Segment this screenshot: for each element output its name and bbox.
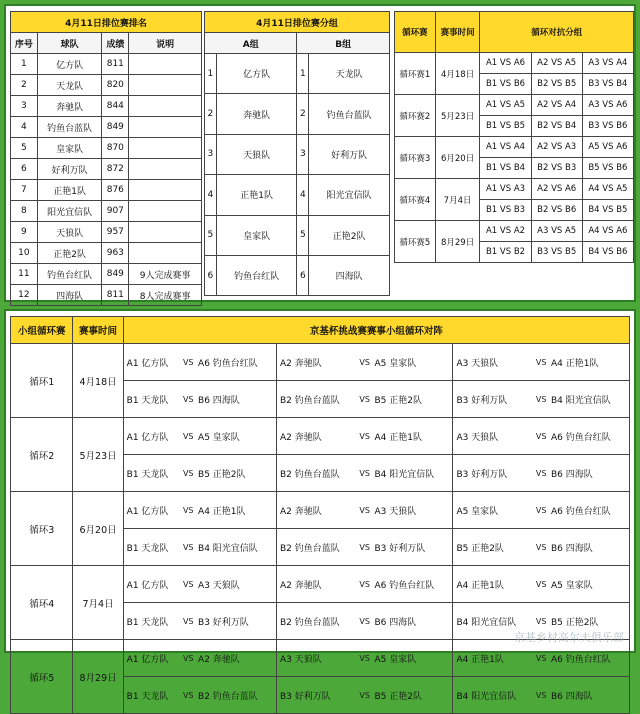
pairing: A2 VS A5 <box>531 53 582 74</box>
pairing: A1 VS A3 <box>480 179 531 200</box>
group-a-seed: 3 <box>205 134 217 174</box>
schedule-row <box>395 221 634 242</box>
rank-number: 1 <box>11 54 38 75</box>
vs-label: VS <box>358 640 372 677</box>
team-name: 天龙队 <box>37 75 102 96</box>
pairing: A2 VS A6 <box>531 179 582 200</box>
score: 907 <box>102 201 129 222</box>
round-name: 循环3 <box>11 492 73 566</box>
group-b-team: 天龙队 <box>309 54 390 94</box>
ranking-row <box>11 243 202 264</box>
ranking-title-row <box>11 12 202 33</box>
vs-label: VS <box>358 418 372 455</box>
home-team: B1 天龙队 <box>123 677 181 714</box>
group-b-team: 正艳2队 <box>309 215 390 255</box>
schedule-row <box>395 53 634 74</box>
vs-label: VS <box>181 418 195 455</box>
pairing: B1 VS B6 <box>480 74 531 95</box>
pairing: A3 VS A5 <box>531 221 582 242</box>
away-team: B3 好利万队 <box>195 603 276 640</box>
away-team: A3 天狼队 <box>372 492 453 529</box>
round-name: 循环1 <box>11 344 73 418</box>
home-team: A5 皇家队 <box>453 492 534 529</box>
vs-label: VS <box>534 603 548 640</box>
home-team: B2 钓鱼台蓝队 <box>276 603 357 640</box>
round-date: 6月20日 <box>73 492 123 566</box>
home-team: A4 正艳1队 <box>453 566 534 603</box>
team-name: 四海队 <box>37 285 102 306</box>
away-team: A6 钓鱼台红队 <box>195 344 276 381</box>
matchup-header: 京基杯挑战赛赛事小组循环对阵 <box>123 317 629 344</box>
rank-number: 5 <box>11 138 38 159</box>
home-team: A1 亿方队 <box>123 640 181 677</box>
round-date: 7月4日 <box>435 179 480 221</box>
group-b-team: 钓鱼台蓝队 <box>309 94 390 134</box>
grouping-title: 4月11日排位赛分组 <box>205 12 390 33</box>
away-team: A4 正艳1队 <box>548 344 630 381</box>
vs-label: VS <box>181 529 195 566</box>
schedule-row <box>395 179 634 200</box>
pairing: B1 VS B4 <box>480 158 531 179</box>
grouping-row <box>205 134 390 174</box>
schedule-row <box>395 95 634 116</box>
home-team: A1 亿方队 <box>123 566 181 603</box>
round-name: 循环赛3 <box>395 137 436 179</box>
vs-label: VS <box>181 344 195 381</box>
group-b-seed: 1 <box>297 54 309 94</box>
group-a-team: 奔驰队 <box>216 94 297 134</box>
pairing: A5 VS A6 <box>582 137 633 158</box>
note <box>129 243 202 264</box>
group-b-seed: 3 <box>297 134 309 174</box>
pairing: A3 VS A6 <box>582 95 633 116</box>
away-team: A5 皇家队 <box>548 566 630 603</box>
ranking-row <box>11 180 202 201</box>
team-name: 好利万队 <box>37 159 102 180</box>
team-name: 正艳1队 <box>37 180 102 201</box>
grouping-row <box>205 255 390 295</box>
home-team: A4 正艳1队 <box>453 640 534 677</box>
note: 9人完成赛事 <box>129 264 202 285</box>
score: 811 <box>102 54 129 75</box>
home-team: B5 正艳2队 <box>453 529 534 566</box>
group-a-team: 正艳1队 <box>216 175 297 215</box>
home-team: B2 钓鱼台蓝队 <box>276 455 357 492</box>
bottom-panel <box>4 309 636 702</box>
pairing: A1 VS A5 <box>480 95 531 116</box>
home-team: A2 奔驰队 <box>276 492 357 529</box>
away-team: A5 皇家队 <box>195 418 276 455</box>
vs-label: VS <box>358 566 372 603</box>
home-team: B3 好利万队 <box>276 677 357 714</box>
matchup-row <box>11 640 630 677</box>
away-team: B6 四海队 <box>195 381 276 418</box>
round-name: 循环4 <box>11 566 73 640</box>
group-a-seed: 4 <box>205 175 217 215</box>
schedule-header: 循环对抗分组 <box>480 12 634 53</box>
pairing: B4 VS B5 <box>582 200 633 221</box>
away-team: B5 正艳2队 <box>372 677 453 714</box>
ranking-row <box>11 75 202 96</box>
grouping-row <box>205 54 390 94</box>
score: 820 <box>102 75 129 96</box>
pairing: B1 VS B3 <box>480 200 531 221</box>
note <box>129 159 202 180</box>
score: 849 <box>102 117 129 138</box>
matchup-header: 小组循环赛 <box>11 317 73 344</box>
note <box>129 75 202 96</box>
matchup-header: 赛事时间 <box>73 317 123 344</box>
vs-label: VS <box>358 677 372 714</box>
ranking-row <box>11 117 202 138</box>
home-team: B1 天龙队 <box>123 455 181 492</box>
group-b-seed: 4 <box>297 175 309 215</box>
home-team: B1 天龙队 <box>123 529 181 566</box>
home-team: A3 天狼队 <box>276 640 357 677</box>
note <box>129 201 202 222</box>
pairing: B1 VS B2 <box>480 242 531 263</box>
round-name: 循环2 <box>11 418 73 492</box>
home-team: B2 钓鱼台蓝队 <box>276 381 357 418</box>
rank-number: 2 <box>11 75 38 96</box>
grouping-title-row <box>205 12 390 33</box>
ranking-header-row <box>11 33 202 54</box>
vs-label: VS <box>534 529 548 566</box>
matchup-header-row <box>11 317 630 344</box>
group-b-header: B组 <box>297 33 390 54</box>
rank-number: 7 <box>11 180 38 201</box>
ranking-header: 球队 <box>37 33 102 54</box>
matchup-row <box>11 492 630 529</box>
matchup-row <box>11 566 630 603</box>
ranking-header: 成绩 <box>102 33 129 54</box>
note <box>129 180 202 201</box>
grouping-row <box>205 175 390 215</box>
vs-label: VS <box>534 677 548 714</box>
away-team: A5 皇家队 <box>372 640 453 677</box>
pairing: A2 VS A4 <box>531 95 582 116</box>
vs-label: VS <box>358 381 372 418</box>
score: 844 <box>102 96 129 117</box>
away-team: A4 正艳1队 <box>195 492 276 529</box>
round-name: 循环5 <box>11 640 73 714</box>
round-name: 循环赛5 <box>395 221 436 263</box>
group-b-team: 好利万队 <box>309 134 390 174</box>
away-team: A5 皇家队 <box>372 344 453 381</box>
vs-label: VS <box>181 640 195 677</box>
vs-label: VS <box>534 418 548 455</box>
away-team: B5 正艳2队 <box>195 455 276 492</box>
round-date: 8月29日 <box>435 221 480 263</box>
rank-number: 11 <box>11 264 38 285</box>
matchup-table <box>10 316 630 714</box>
pairing: A1 VS A6 <box>480 53 531 74</box>
top-panel <box>4 4 636 302</box>
score: 811 <box>102 285 129 306</box>
vs-label: VS <box>534 344 548 381</box>
home-team: B1 天龙队 <box>123 603 181 640</box>
pairing: B3 VS B6 <box>582 116 633 137</box>
group-b-seed: 6 <box>297 255 309 295</box>
group-a-header: A组 <box>205 33 297 54</box>
grouping-row <box>205 94 390 134</box>
away-team: B2 钓鱼台蓝队 <box>195 677 276 714</box>
vs-label: VS <box>534 381 548 418</box>
ranking-table <box>10 11 202 306</box>
group-a-seed: 1 <box>205 54 217 94</box>
vs-label: VS <box>534 455 548 492</box>
vs-label: VS <box>358 344 372 381</box>
pairing: B5 VS B6 <box>582 158 633 179</box>
group-a-team: 天狼队 <box>216 134 297 174</box>
away-team: A2 奔驰队 <box>195 640 276 677</box>
pairing: B1 VS B5 <box>480 116 531 137</box>
ranking-row <box>11 54 202 75</box>
ranking-row <box>11 201 202 222</box>
away-team: A6 钓鱼台红队 <box>548 492 630 529</box>
score: 963 <box>102 243 129 264</box>
grouping-row <box>205 215 390 255</box>
note <box>129 96 202 117</box>
round-date: 5月23日 <box>73 418 123 492</box>
ranking-row <box>11 264 202 285</box>
pairing: A3 VS A4 <box>582 53 633 74</box>
vs-label: VS <box>181 381 195 418</box>
group-a-team: 皇家队 <box>216 215 297 255</box>
away-team: B6 四海队 <box>372 603 453 640</box>
vs-label: VS <box>358 529 372 566</box>
away-team: B6 四海队 <box>548 677 630 714</box>
pairing: A2 VS A3 <box>531 137 582 158</box>
round-date: 7月4日 <box>73 566 123 640</box>
pairing: A1 VS A2 <box>480 221 531 242</box>
rank-number: 4 <box>11 117 38 138</box>
away-team: A6 钓鱼台红队 <box>548 418 630 455</box>
round-name: 循环赛1 <box>395 53 436 95</box>
pairing: B2 VS B6 <box>531 200 582 221</box>
away-team: B5 正艳2队 <box>372 381 453 418</box>
vs-label: VS <box>358 492 372 529</box>
schedule-header-row <box>395 12 634 53</box>
round-date: 8月29日 <box>73 640 123 714</box>
round-name: 循环赛2 <box>395 95 436 137</box>
vs-label: VS <box>181 492 195 529</box>
team-name: 阳光宜信队 <box>37 201 102 222</box>
group-a-seed: 5 <box>205 215 217 255</box>
schedule-header: 赛事时间 <box>435 12 480 53</box>
schedule-table <box>394 11 634 263</box>
grouping-header-row <box>205 33 390 54</box>
pairing: B3 VS B5 <box>531 242 582 263</box>
score: 872 <box>102 159 129 180</box>
matchup-row <box>11 344 630 381</box>
rank-number: 9 <box>11 222 38 243</box>
team-name: 皇家队 <box>37 138 102 159</box>
home-team: B4 阳光宜信队 <box>453 603 534 640</box>
vs-label: VS <box>534 492 548 529</box>
vs-label: VS <box>358 603 372 640</box>
home-team: B3 好利万队 <box>453 381 534 418</box>
home-team: A1 亿方队 <box>123 418 181 455</box>
team-name: 钓鱼台红队 <box>37 264 102 285</box>
away-team: B6 四海队 <box>548 529 630 566</box>
note: 8人完成赛事 <box>129 285 202 306</box>
team-name: 钓鱼台蓝队 <box>37 117 102 138</box>
vs-label: VS <box>181 677 195 714</box>
pairing: A4 VS A6 <box>582 221 633 242</box>
ranking-row <box>11 159 202 180</box>
away-team: B4 阳光宜信队 <box>195 529 276 566</box>
away-team: A3 天狼队 <box>195 566 276 603</box>
vs-label: VS <box>181 566 195 603</box>
vs-label: VS <box>181 455 195 492</box>
group-b-seed: 2 <box>297 94 309 134</box>
home-team: A3 天狼队 <box>453 344 534 381</box>
group-b-team: 四海队 <box>309 255 390 295</box>
home-team: B1 天龙队 <box>123 381 181 418</box>
team-name: 奔驰队 <box>37 96 102 117</box>
note <box>129 54 202 75</box>
pairing: B4 VS B6 <box>582 242 633 263</box>
watermark: 京基乡村高尔夫俱乐部 <box>514 631 624 644</box>
note <box>129 222 202 243</box>
home-team: A2 奔驰队 <box>276 418 357 455</box>
rank-number: 10 <box>11 243 38 264</box>
round-date: 4月18日 <box>73 344 123 418</box>
pairing: B3 VS B4 <box>582 74 633 95</box>
matchup-row <box>11 418 630 455</box>
ranking-header: 说明 <box>129 33 202 54</box>
home-team: A2 奔驰队 <box>276 344 357 381</box>
away-team: A6 钓鱼台红队 <box>548 640 630 677</box>
rank-number: 3 <box>11 96 38 117</box>
group-a-team: 钓鱼台红队 <box>216 255 297 295</box>
score: 957 <box>102 222 129 243</box>
team-name: 天狼队 <box>37 222 102 243</box>
ranking-row <box>11 96 202 117</box>
ranking-row <box>11 285 202 306</box>
group-a-seed: 6 <box>205 255 217 295</box>
team-name: 亿方队 <box>37 54 102 75</box>
grouping-table <box>204 11 390 296</box>
score: 870 <box>102 138 129 159</box>
pairing: B2 VS B5 <box>531 74 582 95</box>
pairing: B2 VS B4 <box>531 116 582 137</box>
note <box>129 138 202 159</box>
rank-number: 12 <box>11 285 38 306</box>
away-team: A6 钓鱼台红队 <box>372 566 453 603</box>
away-team: B4 阳光宜信队 <box>372 455 453 492</box>
home-team: A3 天狼队 <box>453 418 534 455</box>
round-date: 6月20日 <box>435 137 480 179</box>
away-team: B5 正艳2队 <box>548 603 630 640</box>
vs-label: VS <box>534 566 548 603</box>
team-name: 正艳2队 <box>37 243 102 264</box>
pairing: A1 VS A4 <box>480 137 531 158</box>
away-team: B4 阳光宜信队 <box>548 381 630 418</box>
vs-label: VS <box>358 455 372 492</box>
schedule-header: 循环赛 <box>395 12 436 53</box>
score: 876 <box>102 180 129 201</box>
vs-label: VS <box>181 603 195 640</box>
note <box>129 117 202 138</box>
group-a-team: 亿方队 <box>216 54 297 94</box>
home-team: A2 奔驰队 <box>276 566 357 603</box>
home-team: B4 阳光宜信队 <box>453 677 534 714</box>
rank-number: 6 <box>11 159 38 180</box>
away-team: B6 四海队 <box>548 455 630 492</box>
rank-number: 8 <box>11 201 38 222</box>
home-team: B3 好利万队 <box>453 455 534 492</box>
pairing: B2 VS B3 <box>531 158 582 179</box>
round-date: 5月23日 <box>435 95 480 137</box>
ranking-header: 序号 <box>11 33 38 54</box>
ranking-title: 4月11日排位赛排名 <box>11 12 202 33</box>
pairing: A4 VS A5 <box>582 179 633 200</box>
home-team: A1 亿方队 <box>123 344 181 381</box>
group-b-seed: 5 <box>297 215 309 255</box>
vs-label: VS <box>534 640 548 677</box>
away-team: A4 正艳1队 <box>372 418 453 455</box>
ranking-row <box>11 222 202 243</box>
group-a-seed: 2 <box>205 94 217 134</box>
home-team: B2 钓鱼台蓝队 <box>276 529 357 566</box>
home-team: A1 亿方队 <box>123 492 181 529</box>
schedule-row <box>395 137 634 158</box>
group-b-team: 阳光宜信队 <box>309 175 390 215</box>
round-date: 4月18日 <box>435 53 480 95</box>
round-name: 循环赛4 <box>395 179 436 221</box>
ranking-row <box>11 138 202 159</box>
away-team: B3 好利万队 <box>372 529 453 566</box>
score: 849 <box>102 264 129 285</box>
